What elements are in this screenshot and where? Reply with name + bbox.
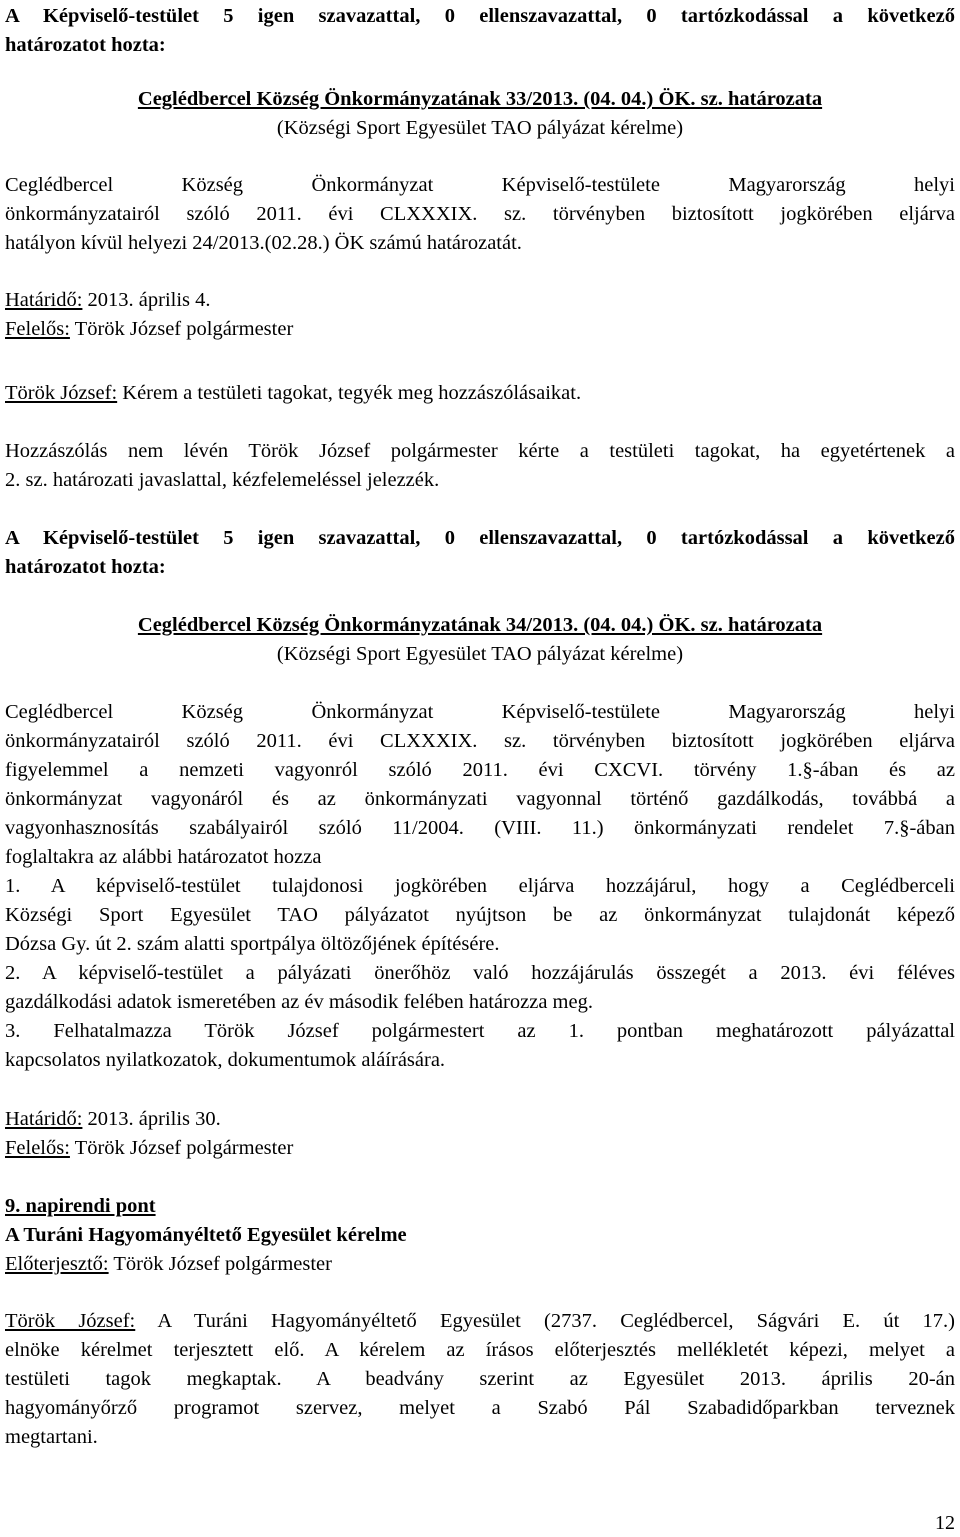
point-1-line: Dózsa Gy. út 2. szám alatti sportpálya öltözőjének építésére. xyxy=(5,933,500,955)
deadline-label: Határidő: xyxy=(5,1108,83,1130)
body-line: vagyonhasznosítás szabályairól szóló 11/2004. (VIII. 11.) önkormányzati rendelet 7.§-ában xyxy=(5,817,955,839)
resolution-33-heading xyxy=(5,85,955,143)
resolution-33-body xyxy=(5,171,955,258)
discussion-line: testületi tagok megkaptak. A beadvány szerint az Egyesület 2013. április 20-án xyxy=(5,1368,955,1390)
body-line: figyelemmel a nemzeti vagyonról szóló 2011. évi CXCVI. törvény 1.§-ában és az xyxy=(5,759,955,781)
body-line: önkormányzatairól szóló 2011. évi CLXXXIX. sz. törvényben biztosított jogkörében eljárva xyxy=(5,203,955,225)
deadline-value: 2013. április 30. xyxy=(82,1108,221,1130)
agenda-number-text: 9. napirendi pont xyxy=(5,1195,156,1217)
resolution-34-body xyxy=(5,698,955,1075)
page-number: 12 xyxy=(935,1512,955,1534)
discussion-line: elnöke kérelmet terjesztett elő. A kérelem az írásos előterjesztés mellékletét képezi, melyet a xyxy=(5,1339,955,1361)
speaker-name: Török József: xyxy=(5,1310,136,1332)
agenda-number xyxy=(5,1192,955,1221)
responsible-label: Felelős: xyxy=(5,318,70,340)
vote-line: határozatot hozta: xyxy=(5,34,166,56)
discussion-text: A Turáni Hagyományéltető Egyesület (2737. Ceglédbercel, Ságvári E. út 17.) xyxy=(135,1310,955,1332)
comment-text: Kérem a testületi tagokat, tegyék meg hozzászólásaikat. xyxy=(117,382,582,404)
presenter-value: Török József polgármester xyxy=(108,1253,332,1275)
comment-line: Hozzászólás nem lévén Török József polgármester kérte a testületi tagokat, ha egyetértenek a xyxy=(5,440,955,462)
point-2-line: gazdálkodási adatok ismeretében az év második felében határozza meg. xyxy=(5,991,593,1013)
deadline-label: Határidő: xyxy=(5,289,83,311)
vote-line: határozatot hozta: xyxy=(5,556,166,578)
body-line: Ceglédbercel Község Önkormányzat Képviselő-testülete Magyarország helyi xyxy=(5,174,955,196)
resolution-subtitle: (Községi Sport Egyesület TAO pályázat kérelme) xyxy=(276,117,684,139)
responsible xyxy=(5,315,955,344)
deadline xyxy=(5,286,955,315)
discussion-line: hagyományőrző programot szervez, melyet a Szabó Pál Szabadidőparkban terveznek xyxy=(5,1397,955,1419)
presenter xyxy=(5,1250,955,1279)
body-line: önkormányzatairól szóló 2011. évi CLXXXIX. sz. törvényben biztosított jogkörében eljárva xyxy=(5,730,955,752)
vote-statement-2 xyxy=(5,524,955,582)
point-1-line: 1. A képviselő-testület tulajdonosi jogkörében eljárva hozzájárul, hogy a Ceglédberceli xyxy=(5,875,955,897)
resolution-34-heading xyxy=(5,611,955,669)
deadline-value: 2013. április 4. xyxy=(82,289,211,311)
point-3-line: kapcsolatos nyilatkozatok, dokumentumok aláírására. xyxy=(5,1049,446,1071)
body-line: foglaltakra az alábbi határozatot hozza xyxy=(5,846,322,868)
vote-line: A Képviselő-testület 5 igen szavazattal, 0 ellenszavazattal, 0 tartózkodással a következő xyxy=(5,5,955,27)
point-3-line: 3. Felhatalmazza Török József polgármestert az 1. pontban meghatározott pályázattal xyxy=(5,1020,955,1042)
responsible-value: Török József polgármester xyxy=(69,1137,294,1159)
comment-2 xyxy=(5,437,955,495)
point-1-line: Községi Sport Egyesület TAO pályázatot nyújtson be az önkormányzat tulajdonát képező xyxy=(5,904,955,926)
responsible xyxy=(5,1134,955,1163)
body-line: önkormányzat vagyonáról és az önkormányzati vagyonnal történő gazdálkodás, továbbá a xyxy=(5,788,955,810)
speaker-name: Török József: xyxy=(5,382,118,404)
comment-line: 2. sz. határozati javaslattal, kézfelemeléssel jelezzék. xyxy=(5,469,440,491)
agenda-title: A Turáni Hagyományéltető Egyesület kérelme xyxy=(5,1224,407,1246)
responsible-value: Török József polgármester xyxy=(69,318,294,340)
resolution-33-deadline-block xyxy=(5,286,955,344)
agenda-item-9 xyxy=(5,1192,955,1279)
body-line: Ceglédbercel Község Önkormányzat Képviselő-testülete Magyarország helyi xyxy=(5,701,955,723)
responsible-label: Felelős: xyxy=(5,1137,70,1159)
discussion-line: megtartani. xyxy=(5,1426,98,1448)
presenter-label: Előterjesztő: xyxy=(5,1253,109,1275)
deadline xyxy=(5,1105,955,1134)
resolution-subtitle: (Községi Sport Egyesület TAO pályázat kérelme) xyxy=(276,643,684,665)
point-2-line: 2. A képviselő-testület a pályázati önerőhöz való hozzájárulás összegét a 2013. évi féléves xyxy=(5,962,955,984)
comment-1 xyxy=(5,379,955,408)
vote-line: A Képviselő-testület 5 igen szavazattal, 0 ellenszavazattal, 0 tartózkodással a következő xyxy=(5,527,955,549)
resolution-title: Ceglédbercel Község Önkormányzatának 33/2013. (04. 04.) ÖK. sz. határozata xyxy=(137,88,823,110)
resolution-34-deadline-block xyxy=(5,1105,955,1163)
vote-statement-1 xyxy=(5,2,955,60)
body-line: hatályon kívül helyezi 24/2013.(02.28.) ÖK számú határozatát. xyxy=(5,232,522,254)
resolution-title: Ceglédbercel Község Önkormányzatának 34/2013. (04. 04.) ÖK. sz. határozata xyxy=(137,614,823,636)
agenda-9-discussion xyxy=(5,1307,955,1452)
